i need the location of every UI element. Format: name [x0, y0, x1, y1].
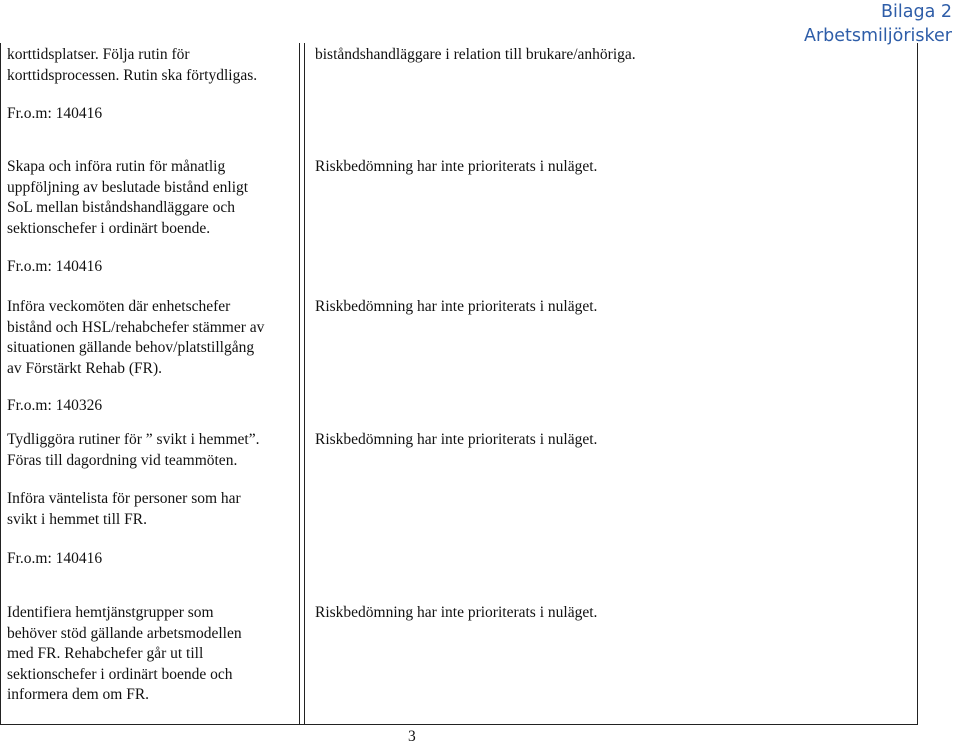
risk-assessment-cell: biståndshandläggare i relation till brukare/anhöriga. [315, 46, 636, 63]
measure-text-line: situationen gällande behov/platstillgång [7, 339, 255, 356]
measure-text-line: bistånd och HSL/rehabchefer stämmer av [7, 318, 265, 336]
measure-text-line: Föras till dagordning vid teammöten. [7, 451, 238, 469]
measure-cell [7, 430, 291, 471]
header-attachment-label: Bilaga 2 [881, 2, 952, 22]
page-number: 3 [408, 728, 416, 745]
measure-text-line: svikt i hemmet till FR. [7, 510, 147, 528]
measure-text-line: informera dem om FR. [7, 686, 150, 703]
start-date: Fr.o.m: 140416 [7, 105, 103, 122]
measure-text-line: korttidsplatser. Följa rutin för [7, 46, 190, 63]
action-plan-table [0, 43, 918, 725]
measure-text-line: Skapa och införa rutin för månatlig [7, 158, 226, 175]
risk-assessment-cell: Riskbedömning har inte prioriterats i nuläget. [315, 298, 598, 315]
measure-cell [7, 603, 291, 706]
measure-text-line: sektionschefer i ordinärt boende. [7, 219, 211, 237]
measure-text-line: med FR. Rehabchefer går ut till [7, 645, 204, 662]
risk-assessment-cell: Riskbedömning har inte prioriterats i nuläget. [315, 604, 598, 621]
measure-text-line: sektionschefer i ordinärt boende och [7, 665, 233, 683]
measure-text-line: Införa väntelista för personer som har [7, 490, 241, 507]
start-date: Fr.o.m: 140416 [7, 550, 103, 567]
measure-text-line: uppföljning av beslutade bistånd enligt [7, 178, 249, 196]
document-header [804, 0, 952, 48]
measure-cell [7, 45, 291, 86]
measure-text-line: Införa veckomöten där enhetschefer [7, 298, 231, 315]
measure-text-line: Identifiera hemtjänstgrupper som [7, 604, 214, 621]
measure-text-line: av Förstärkt Rehab (FR). [7, 359, 162, 377]
column-divider [304, 43, 305, 724]
measure-text-line: korttidsprocessen. Rutin ska förtydligas. [7, 66, 258, 84]
header-section-title: Arbetsmiljörisker [803, 26, 952, 46]
risk-assessment-cell: Riskbedömning har inte prioriterats i nuläget. [315, 431, 598, 448]
measure-cell [7, 157, 291, 239]
measure-text-line: Tydliggöra rutiner för ” svikt i hemmet”. [7, 431, 260, 448]
measure-cell [7, 297, 291, 379]
start-date: Fr.o.m: 140326 [7, 397, 103, 414]
column-divider [299, 43, 300, 724]
measure-cell [7, 489, 291, 530]
start-date: Fr.o.m: 140416 [7, 258, 103, 275]
measure-text-line: SoL mellan biståndshandläggare och [7, 199, 235, 216]
measure-text-line: behöver stöd gällande arbetsmodellen [7, 624, 242, 642]
risk-assessment-cell: Riskbedömning har inte prioriterats i nuläget. [315, 158, 598, 175]
